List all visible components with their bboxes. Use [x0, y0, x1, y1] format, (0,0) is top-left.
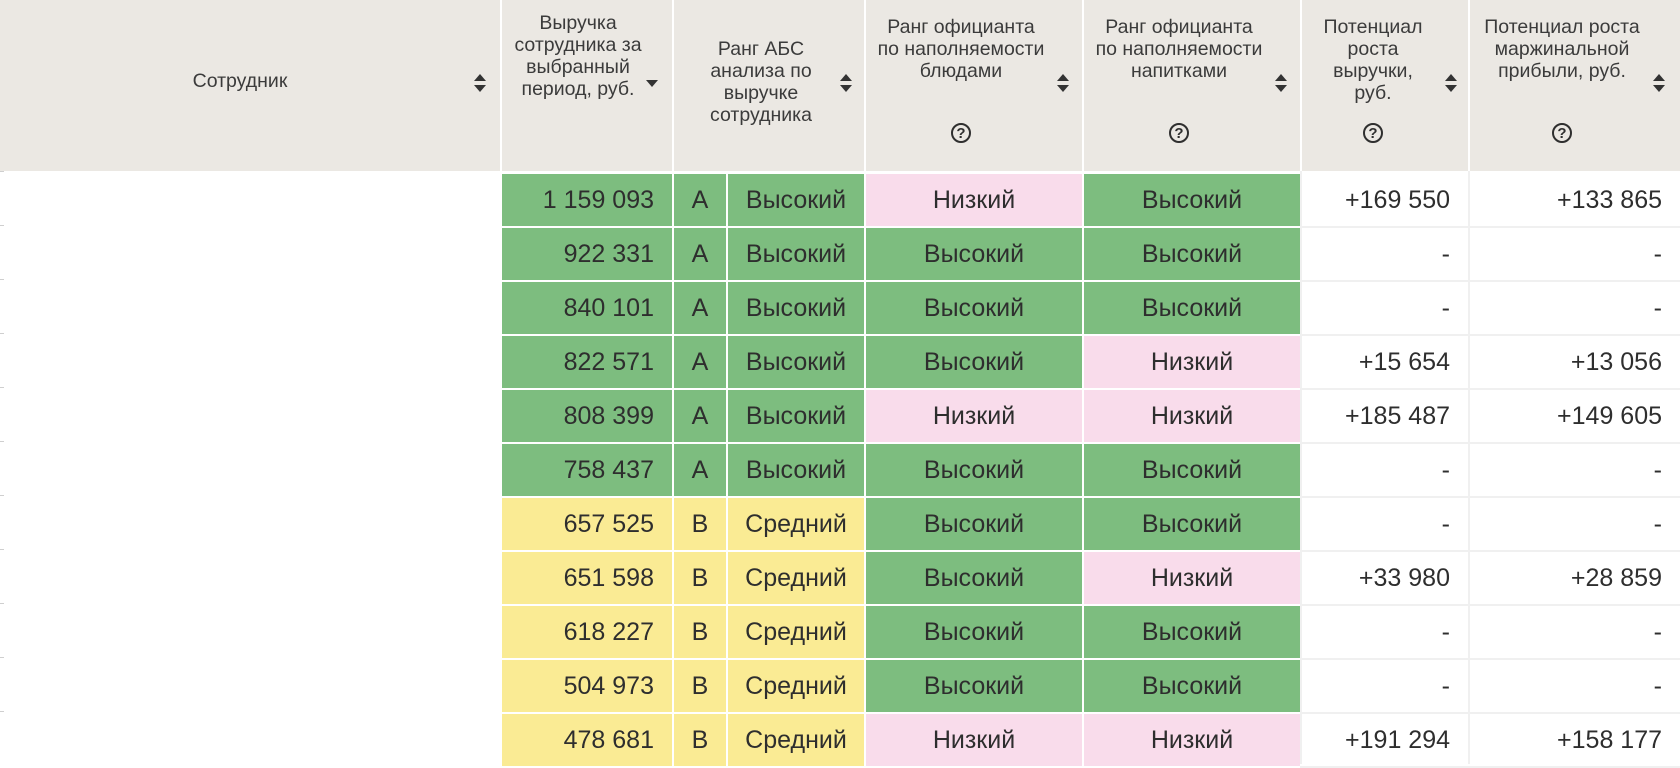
header-revenue-potential-label: Потенциал роста выручки, руб. — [1323, 16, 1423, 104]
cell-abc-label: Высокий — [728, 174, 864, 226]
cell-margin-potential: +158 177 — [1470, 714, 1680, 766]
column-divider — [1300, 171, 1302, 764]
cell-employee[interactable] — [0, 226, 500, 280]
cell-margin-potential: - — [1470, 228, 1680, 280]
cell-abc-label: Высокий — [728, 390, 864, 442]
header-dish-rank-label: Ранг официанта по наполняемости блюдами — [877, 16, 1045, 82]
cell-abc-letter: В — [674, 498, 726, 550]
header-employee-label: Сотрудник — [192, 70, 288, 92]
cell-revenue-potential: +15 654 — [1302, 336, 1468, 388]
cell-dish-rank: Высокий — [866, 552, 1082, 604]
help-icon[interactable]: ? — [1552, 123, 1572, 143]
cell-drink-rank: Высокий — [1084, 174, 1300, 226]
cell-revenue: 758 437 — [502, 444, 672, 496]
cell-abc-letter: В — [674, 660, 726, 712]
row-divider — [0, 657, 4, 658]
cell-drink-rank: Высокий — [1084, 444, 1300, 496]
cell-margin-potential: +13 056 — [1470, 336, 1680, 388]
cell-employee[interactable] — [0, 388, 500, 442]
cell-revenue-potential: - — [1302, 228, 1468, 280]
help-icon[interactable]: ? — [1169, 123, 1189, 143]
row-divider — [0, 333, 4, 334]
cell-employee[interactable] — [0, 604, 500, 658]
cell-drink-rank: Высокий — [1084, 282, 1300, 334]
cell-margin-potential: +133 865 — [1470, 174, 1680, 226]
cell-employee[interactable] — [0, 712, 500, 766]
header-drink-rank-label: Ранг официанта по наполняемости напитками — [1095, 16, 1263, 82]
header-drink-rank[interactable] — [1084, 0, 1300, 171]
cell-dish-rank: Низкий — [866, 390, 1082, 442]
cell-abc-letter: А — [674, 390, 726, 442]
cell-employee[interactable] — [0, 496, 500, 550]
header-margin-potential[interactable] — [1470, 0, 1680, 171]
cell-dish-rank: Высокий — [866, 444, 1082, 496]
cell-drink-rank: Высокий — [1084, 660, 1300, 712]
sort-both-icon[interactable] — [473, 72, 487, 94]
header-margin-potential-label: Потенциал роста маржинальной прибыли, руб. — [1484, 16, 1640, 82]
header-dish-rank[interactable] — [866, 0, 1082, 171]
sort-both-icon[interactable] — [839, 72, 853, 94]
sort-both-icon[interactable] — [1652, 72, 1666, 94]
cell-dish-rank: Высокий — [866, 606, 1082, 658]
cell-dish-rank: Высокий — [866, 228, 1082, 280]
sort-both-icon[interactable] — [1444, 72, 1458, 94]
row-divider — [0, 711, 4, 712]
cell-margin-potential: - — [1470, 606, 1680, 658]
cell-employee[interactable] — [0, 172, 500, 226]
cell-revenue: 808 399 — [502, 390, 672, 442]
cell-abc-label: Высокий — [728, 228, 864, 280]
cell-employee[interactable] — [0, 550, 500, 604]
cell-abc-letter: В — [674, 606, 726, 658]
cell-drink-rank: Высокий — [1084, 498, 1300, 550]
cell-abc-label: Средний — [728, 498, 864, 550]
cell-drink-rank: Высокий — [1084, 606, 1300, 658]
row-divider — [0, 495, 4, 496]
cell-abc-letter: А — [674, 444, 726, 496]
row-divider — [0, 387, 4, 388]
cell-dish-rank: Высокий — [866, 282, 1082, 334]
cell-abc-letter: А — [674, 228, 726, 280]
cell-revenue: 822 571 — [502, 336, 672, 388]
cell-revenue-potential: - — [1302, 282, 1468, 334]
cell-employee[interactable] — [0, 442, 500, 496]
cell-revenue: 478 681 — [502, 714, 672, 766]
cell-revenue-potential: - — [1302, 660, 1468, 712]
cell-revenue-potential: +33 980 — [1302, 552, 1468, 604]
cell-revenue: 657 525 — [502, 498, 672, 550]
help-icon[interactable]: ? — [951, 123, 971, 143]
cell-margin-potential: - — [1470, 444, 1680, 496]
cell-revenue-potential: - — [1302, 498, 1468, 550]
cell-revenue: 504 973 — [502, 660, 672, 712]
sort-both-icon[interactable] — [1056, 72, 1070, 94]
row-divider — [0, 225, 4, 226]
cell-dish-rank: Низкий — [866, 714, 1082, 766]
cell-margin-potential: - — [1470, 660, 1680, 712]
cell-drink-rank: Низкий — [1084, 390, 1300, 442]
row-divider — [0, 549, 4, 550]
header-abc-rank-label: Ранг АБС анализа по выручке сотрудника — [710, 38, 812, 126]
sort-both-icon[interactable] — [1274, 72, 1288, 94]
header-revenue-potential[interactable] — [1302, 0, 1468, 171]
cell-drink-rank: Низкий — [1084, 552, 1300, 604]
cell-revenue-potential: +169 550 — [1302, 174, 1468, 226]
cell-revenue: 618 227 — [502, 606, 672, 658]
header-employee[interactable] — [0, 0, 500, 171]
cell-abc-letter: В — [674, 552, 726, 604]
cell-revenue-potential: +191 294 — [1302, 714, 1468, 766]
header-revenue-label: Выручка сотрудника за выбранный период, руб. — [514, 12, 642, 100]
cell-abc-letter: А — [674, 336, 726, 388]
cell-employee[interactable] — [0, 658, 500, 712]
cell-margin-potential: +149 605 — [1470, 390, 1680, 442]
cell-dish-rank: Низкий — [866, 174, 1082, 226]
row-divider — [0, 171, 4, 172]
cell-abc-label: Высокий — [728, 282, 864, 334]
cell-abc-label: Средний — [728, 714, 864, 766]
cell-drink-rank: Низкий — [1084, 336, 1300, 388]
row-divider — [0, 603, 4, 604]
cell-margin-potential: - — [1470, 282, 1680, 334]
cell-abc-label: Средний — [728, 552, 864, 604]
cell-margin-potential: - — [1470, 498, 1680, 550]
cell-abc-letter: В — [674, 714, 726, 766]
cell-revenue-potential: +185 487 — [1302, 390, 1468, 442]
column-divider — [1468, 171, 1470, 764]
row-divider — [0, 279, 4, 280]
row-divider — [0, 441, 4, 442]
header-abc-rank[interactable] — [674, 0, 864, 171]
help-icon[interactable]: ? — [1363, 123, 1383, 143]
sort-desc-icon[interactable] — [645, 72, 659, 94]
cell-abc-letter: А — [674, 174, 726, 226]
cell-abc-label: Высокий — [728, 336, 864, 388]
cell-dish-rank: Высокий — [866, 498, 1082, 550]
cell-abc-letter: А — [674, 282, 726, 334]
cell-margin-potential: +28 859 — [1470, 552, 1680, 604]
cell-dish-rank: Высокий — [866, 660, 1082, 712]
cell-employee[interactable] — [0, 334, 500, 388]
cell-employee[interactable] — [0, 280, 500, 334]
cell-revenue: 922 331 — [502, 228, 672, 280]
header-revenue[interactable] — [502, 0, 672, 171]
cell-revenue: 840 101 — [502, 282, 672, 334]
cell-revenue: 651 598 — [502, 552, 672, 604]
cell-revenue-potential: - — [1302, 606, 1468, 658]
cell-dish-rank: Высокий — [866, 336, 1082, 388]
cell-drink-rank: Низкий — [1084, 714, 1300, 766]
cell-drink-rank: Высокий — [1084, 228, 1300, 280]
cell-revenue: 1 159 093 — [502, 174, 672, 226]
cell-abc-label: Средний — [728, 606, 864, 658]
cell-revenue-potential: - — [1302, 444, 1468, 496]
cell-abc-label: Высокий — [728, 444, 864, 496]
cell-abc-label: Средний — [728, 660, 864, 712]
